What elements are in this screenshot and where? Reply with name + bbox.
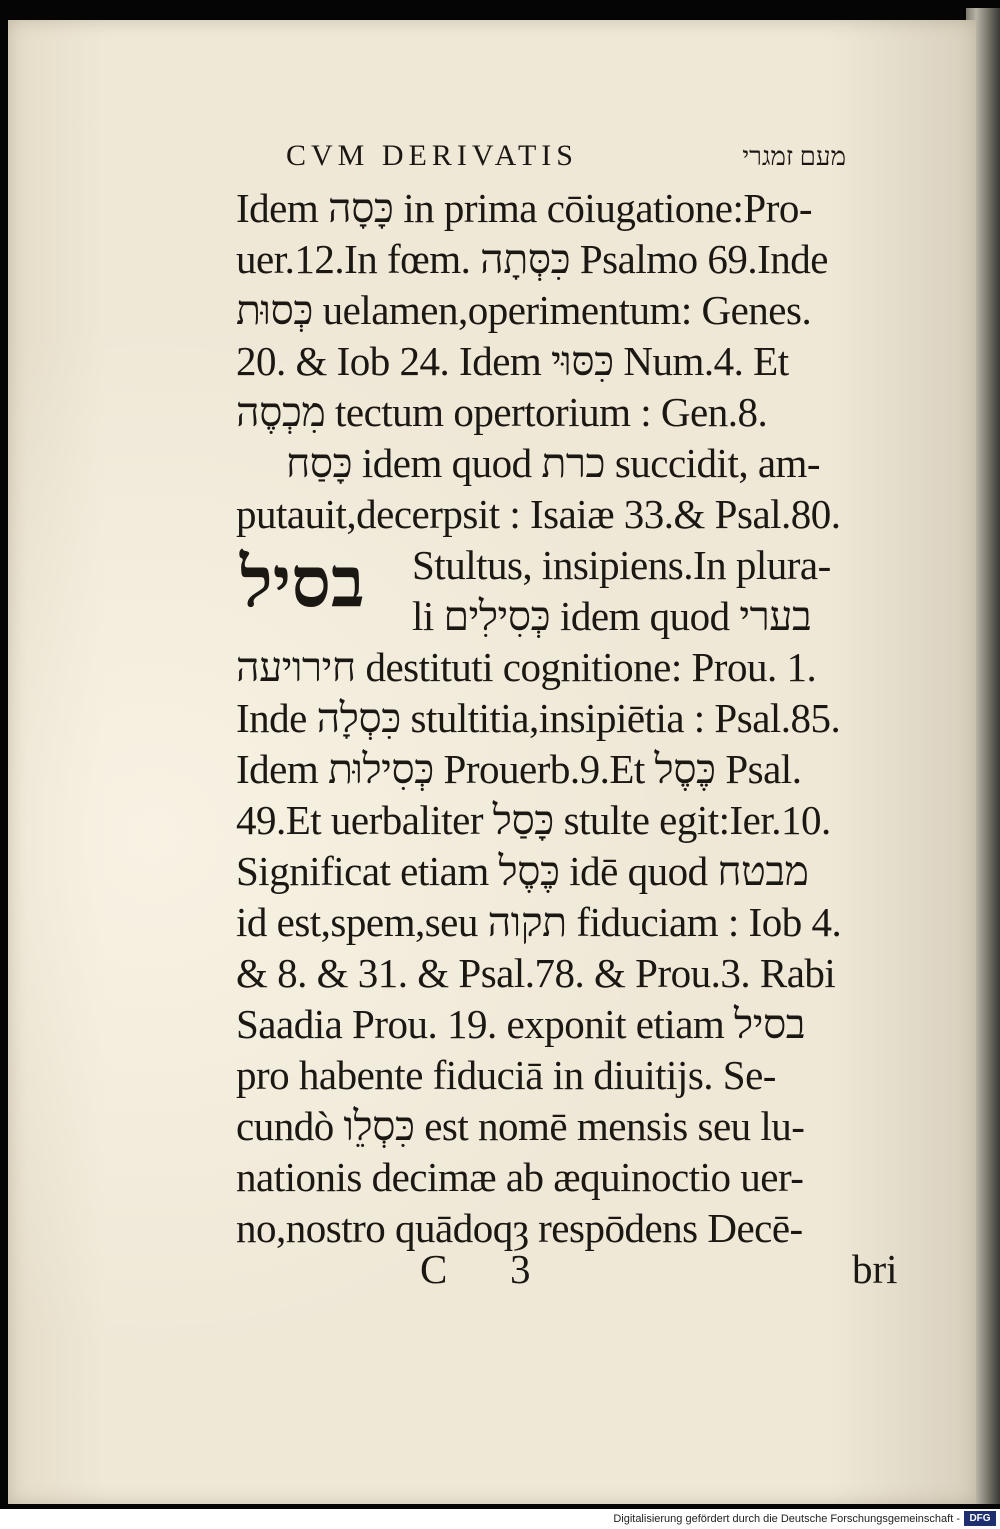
funding-credit: Digitalisierung gefördert durch die Deutsche Forschungsgemeinschaft - — [613, 1513, 960, 1525]
running-head-hebrew: מעם זמגרי — [742, 142, 846, 171]
text-line: Stultus, insipiens.In plura- — [412, 542, 831, 588]
text-line: כָּסַח idem quod כרת succidit, am- — [286, 440, 821, 486]
text-line: 49.Et uerbaliter כָּסַל stulte egit:Ier.10. — [236, 797, 831, 843]
text-line: Significat etiam כֶּסֶל idē quod מבטח — [236, 848, 809, 894]
text-line: putauit,decerpsit : Isaiæ 33.& Psal.80. — [236, 491, 841, 537]
text-line: Idem כָּסָה in prima cōiugatione:Pro- — [236, 185, 812, 231]
text-line: 20. & Iob 24. Idem כִּסּוּי Num.4. Et — [236, 338, 789, 384]
text-line: no,nostro quādoqȝ respōdens Decē- — [236, 1205, 803, 1251]
dfg-logo: DFG — [964, 1511, 996, 1526]
text-line: Saadia Prou. 19. exponit etiam בסיל — [236, 1001, 806, 1047]
text-line: pro habente fiduciā in diuitijs. Se- — [236, 1052, 776, 1098]
lemma-heading: בסיל — [240, 545, 365, 622]
running-head-latin: CVM DERIVATIS — [286, 139, 578, 172]
signature-mark — [420, 1244, 680, 1295]
text-line: cundò כִּסְלֵו est nomē mensis seu lu- — [236, 1103, 805, 1149]
text-line: li כְּסִילִים idem quod בערי — [412, 593, 812, 639]
text-line: מִכְסֶה tectum opertorium : Gen.8. — [236, 389, 768, 435]
running-head — [286, 135, 846, 183]
text-line: & 8. & 31. & Psal.78. & Prou.3. Rabi — [236, 950, 836, 996]
text-line: Inde כִּסְלָה stultitia,insipiētia : Psal.85. — [236, 695, 841, 741]
text-line: uer.12.In fœm. כִּסְּתָה Psalmo 69.Inde — [236, 236, 828, 282]
page-text-block — [236, 135, 916, 1254]
catchword: bri — [852, 1246, 898, 1292]
text-line: Idem כְּסִילוּת Prouerb.9.Et כֶּסֶל Psal. — [236, 746, 802, 792]
signature-letter: C — [420, 1246, 448, 1292]
text-line: חירויעה destituti cognitione: Prou. 1. — [236, 644, 817, 690]
footer-bar — [0, 1509, 1000, 1529]
signature-number: 3 — [510, 1246, 531, 1292]
text-line: id est,spem,seu תקוה fiduciam : Iob 4. — [236, 899, 842, 945]
text-line: nationis decimæ ab æquinoctio uer- — [236, 1154, 804, 1200]
text-line: כְּסוּת uelamen,operimentum: Genes. — [236, 287, 812, 333]
